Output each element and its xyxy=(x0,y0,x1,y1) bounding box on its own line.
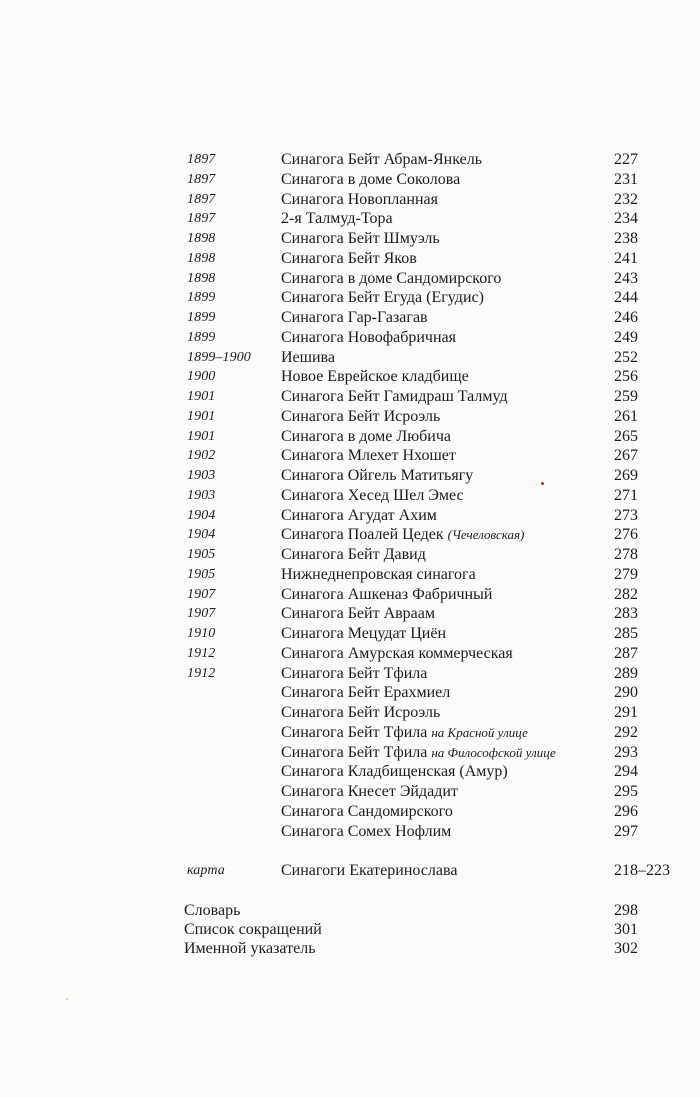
entry-title xyxy=(281,782,458,802)
entry-title xyxy=(281,802,453,822)
entry-title-text: Нижнеднепровская синагога xyxy=(281,565,476,583)
entry-year: 1903 xyxy=(187,468,216,483)
toc-entry xyxy=(0,486,700,506)
entry-year: 1898 xyxy=(187,231,216,246)
entry-title-text: Синагога Бейт Исроэль xyxy=(281,407,441,425)
entry-title xyxy=(281,604,435,624)
entry-title xyxy=(281,348,335,368)
entry-year: 1898 xyxy=(187,270,216,286)
entry-title xyxy=(281,466,473,486)
entry-page: 283 xyxy=(614,605,638,623)
entry-year: 1901 xyxy=(187,408,216,424)
entry-title xyxy=(281,486,464,506)
entry-title xyxy=(281,229,440,249)
ink-speck xyxy=(541,482,544,485)
toc-entry xyxy=(0,249,700,269)
entry-year: 1901 xyxy=(187,389,216,404)
entry-year: 1897 xyxy=(187,152,216,167)
entry-title-text: Синагога Бейт Тфила xyxy=(281,743,428,761)
entry-year: 1899 xyxy=(187,329,216,345)
entry-page: 244 xyxy=(614,289,638,307)
back-matter-title: Список сокращений xyxy=(184,921,322,938)
entry-title-text: Синагога Агудат Ахим xyxy=(281,506,437,524)
entry-title xyxy=(281,506,437,526)
back-matter-title: Словарь xyxy=(184,902,241,919)
entry-title-text: Синагога в доме Соколова xyxy=(281,170,461,188)
ink-speck xyxy=(66,998,68,1000)
entry-title xyxy=(281,407,440,427)
toc-entry xyxy=(0,506,700,526)
entry-title xyxy=(281,683,450,703)
back-matter-item xyxy=(0,920,700,939)
toc-entry xyxy=(0,565,700,585)
entry-page: 287 xyxy=(614,644,638,662)
entry-page: 290 xyxy=(614,684,638,702)
toc-entry xyxy=(0,585,700,605)
entry-year: 1904 xyxy=(187,527,216,543)
toc-entry xyxy=(0,407,700,427)
entry-page: 271 xyxy=(614,486,638,504)
toc-entry xyxy=(0,150,700,170)
entry-title xyxy=(281,427,451,447)
entry-year: 1897 xyxy=(187,191,216,207)
entry-note: на Философской улице xyxy=(431,744,556,760)
entry-page: 273 xyxy=(614,506,638,524)
toc-entry xyxy=(0,446,700,466)
entry-page: 249 xyxy=(614,328,638,346)
entry-title-text: Синагога в доме Сандомирского xyxy=(281,269,502,287)
entry-year: 1907 xyxy=(187,586,216,602)
entry-title-text: Синагога Бейт Авраам xyxy=(281,605,436,623)
entry-page: 265 xyxy=(614,427,638,445)
entry-title-text: Синагога Бейт Тфила xyxy=(281,664,428,682)
entry-title-text: Синагога Гар-Газагав xyxy=(281,309,428,326)
entry-title-text: Синагога Новопланная xyxy=(281,190,438,208)
entry-title-text: Синагога Бейт Ерахмиел xyxy=(281,684,451,702)
entry-year: 1901 xyxy=(187,428,216,444)
toc-entry xyxy=(0,664,700,684)
toc-entry xyxy=(0,782,700,802)
entry-page: 252 xyxy=(614,348,638,366)
entry-title-text: Синагога в доме Любича xyxy=(281,427,451,445)
entry-page: 289 xyxy=(614,664,638,682)
entry-page: 232 xyxy=(614,190,638,208)
entry-year: 1910 xyxy=(187,626,216,641)
back-matter-title: Именной указатель xyxy=(184,940,316,957)
entry-page: 279 xyxy=(614,565,638,583)
entry-title-text: Синагога Бейт Исроэль xyxy=(281,704,441,721)
entry-page: 259 xyxy=(614,388,638,405)
entry-title-text: Синагога Бейт Абрам-Янкель xyxy=(281,151,482,168)
entry-year: 1904 xyxy=(187,507,216,523)
toc-entry xyxy=(0,348,700,368)
entry-title-text: Синагога Сомех Нофлим xyxy=(281,822,452,840)
toc-entry xyxy=(0,229,700,249)
toc-entry xyxy=(0,683,700,703)
map-pages: 218–223 xyxy=(614,862,670,879)
entry-title xyxy=(281,170,460,190)
entry-title xyxy=(281,644,513,664)
entry-title-text: 2-я Талмуд-Тора xyxy=(281,210,393,228)
toc-entry xyxy=(0,703,700,723)
entry-page: 256 xyxy=(614,368,638,386)
entry-page: 297 xyxy=(614,822,638,840)
entry-title xyxy=(281,545,426,565)
toc-entry xyxy=(0,209,700,229)
entry-page: 278 xyxy=(614,546,638,563)
entry-page: 227 xyxy=(614,151,638,168)
entry-title-text: Синагога Хесед Шел Эмес xyxy=(281,486,464,504)
entry-year: 1897 xyxy=(187,211,216,227)
entry-title xyxy=(281,387,508,407)
entry-title xyxy=(281,209,393,229)
entry-page: 292 xyxy=(614,723,638,741)
entry-page: 243 xyxy=(614,269,638,287)
back-matter-page: 301 xyxy=(614,921,638,938)
entry-title xyxy=(281,190,438,210)
toc-entry xyxy=(0,723,700,743)
entry-page: 241 xyxy=(614,249,638,267)
entry-year: 1905 xyxy=(187,566,216,582)
map-label: карта xyxy=(187,863,225,878)
entry-title xyxy=(281,743,556,763)
entry-title xyxy=(281,269,501,289)
entry-year: 1899 xyxy=(187,310,216,325)
entry-title-text: Синагога Бейт Тфила xyxy=(281,723,428,741)
toc-entry xyxy=(0,466,700,486)
entry-year: 1898 xyxy=(187,250,216,266)
toc-entry xyxy=(0,367,700,387)
entry-page: 285 xyxy=(614,625,638,642)
toc-entry xyxy=(0,624,700,644)
entry-page: 246 xyxy=(614,309,638,326)
map-entry xyxy=(0,860,700,882)
entry-page: 276 xyxy=(614,526,638,544)
toc-entry xyxy=(0,545,700,565)
toc-entry xyxy=(0,387,700,407)
entry-title-text: Синагога Сандомирского xyxy=(281,802,453,820)
entry-title xyxy=(281,367,469,387)
entry-page: 234 xyxy=(614,210,638,228)
entry-title-text: Синагога Бейт Яков xyxy=(281,249,417,267)
entry-title-text: Синагога Ашкеназ Фабричный xyxy=(281,585,493,603)
entry-title xyxy=(281,150,482,170)
toc-entry xyxy=(0,822,700,842)
entry-title xyxy=(281,288,484,308)
back-matter-page: 298 xyxy=(614,902,638,919)
entry-year: 1902 xyxy=(187,448,216,464)
entry-year: 1900 xyxy=(187,369,216,385)
entry-page: 261 xyxy=(614,407,638,425)
entry-page: 282 xyxy=(614,585,638,603)
map-title: Синагоги Екатеринослава xyxy=(281,862,458,879)
entry-title xyxy=(281,525,524,545)
entry-title-text: Синагога Кладбищенская (Амур) xyxy=(281,763,508,781)
toc-entry xyxy=(0,427,700,447)
entry-page: 291 xyxy=(614,704,638,721)
toc-entry xyxy=(0,269,700,289)
entry-year: 1905 xyxy=(187,547,216,562)
toc-entry xyxy=(0,190,700,210)
toc-entry xyxy=(0,644,700,664)
contents-list xyxy=(0,150,700,841)
toc-entry xyxy=(0,762,700,782)
entry-note: (Чечеловская) xyxy=(447,527,525,543)
entry-title xyxy=(281,249,417,269)
entry-title-text: Синагога Поалей Цедек xyxy=(281,526,444,544)
entry-title xyxy=(281,723,528,743)
entry-page: 293 xyxy=(614,743,638,761)
entry-note: на Красной улице xyxy=(431,724,528,740)
toc-entry xyxy=(0,604,700,624)
back-matter-page: 302 xyxy=(614,940,638,957)
entry-page: 294 xyxy=(614,763,638,781)
entry-title xyxy=(281,703,440,723)
entry-title xyxy=(281,822,451,842)
entry-title xyxy=(281,762,508,782)
toc-entry xyxy=(0,308,700,328)
entry-year: 1899 xyxy=(187,290,216,306)
entry-title-text: Синагога Бейт Давид xyxy=(281,546,426,563)
entry-title xyxy=(281,446,456,466)
back-matter-item xyxy=(0,939,700,958)
entry-page: 231 xyxy=(614,170,638,188)
entry-year: 1897 xyxy=(187,171,216,187)
entry-title-text: Синагога Амурская коммерческая xyxy=(281,644,513,662)
entry-title-text: Синагога Ойгель Матитьягу xyxy=(281,467,474,484)
entry-year: 1899–1900 xyxy=(187,349,251,365)
entry-title-text: Синагога Бейт Шмуэль xyxy=(281,230,440,247)
entry-page: 267 xyxy=(614,447,638,465)
entry-title-text: Синагога Новофабричная xyxy=(281,328,456,346)
toc-entry xyxy=(0,328,700,348)
entry-title xyxy=(281,624,446,644)
entry-year: 1912 xyxy=(187,645,216,661)
toc-entry xyxy=(0,525,700,545)
entry-title-text: Иешива xyxy=(281,348,335,366)
toc-entry xyxy=(0,743,700,763)
entry-page: 296 xyxy=(614,802,638,820)
entry-title xyxy=(281,328,456,348)
entry-year: 1907 xyxy=(187,606,216,622)
entry-page: 269 xyxy=(614,467,638,484)
toc-entry xyxy=(0,288,700,308)
entry-title-text: Синагога Млехет Нхошет xyxy=(281,447,456,465)
entry-title-text: Новое Еврейское кладбище xyxy=(281,368,469,386)
entry-title-text: Синагога Кнесет Эйдадит xyxy=(281,783,458,800)
entry-year: 1903 xyxy=(187,487,216,503)
entry-page: 295 xyxy=(614,783,638,800)
toc-entry xyxy=(0,802,700,822)
entry-title-text: Синагога Бейт Егуда (Егудис) xyxy=(281,289,484,307)
entry-title xyxy=(281,308,428,328)
entry-title-text: Синагога Бейт Гамидраш Талмуд xyxy=(281,388,508,405)
back-matter-list xyxy=(0,901,700,958)
toc-entry xyxy=(0,170,700,190)
entry-page: 238 xyxy=(614,230,638,247)
entry-title xyxy=(281,664,427,684)
entry-title xyxy=(281,565,476,585)
entry-title-text: Синагога Мецудат Циён xyxy=(281,625,446,642)
entry-year: 1912 xyxy=(187,665,216,681)
back-matter-item xyxy=(0,901,700,920)
entry-title xyxy=(281,585,492,605)
